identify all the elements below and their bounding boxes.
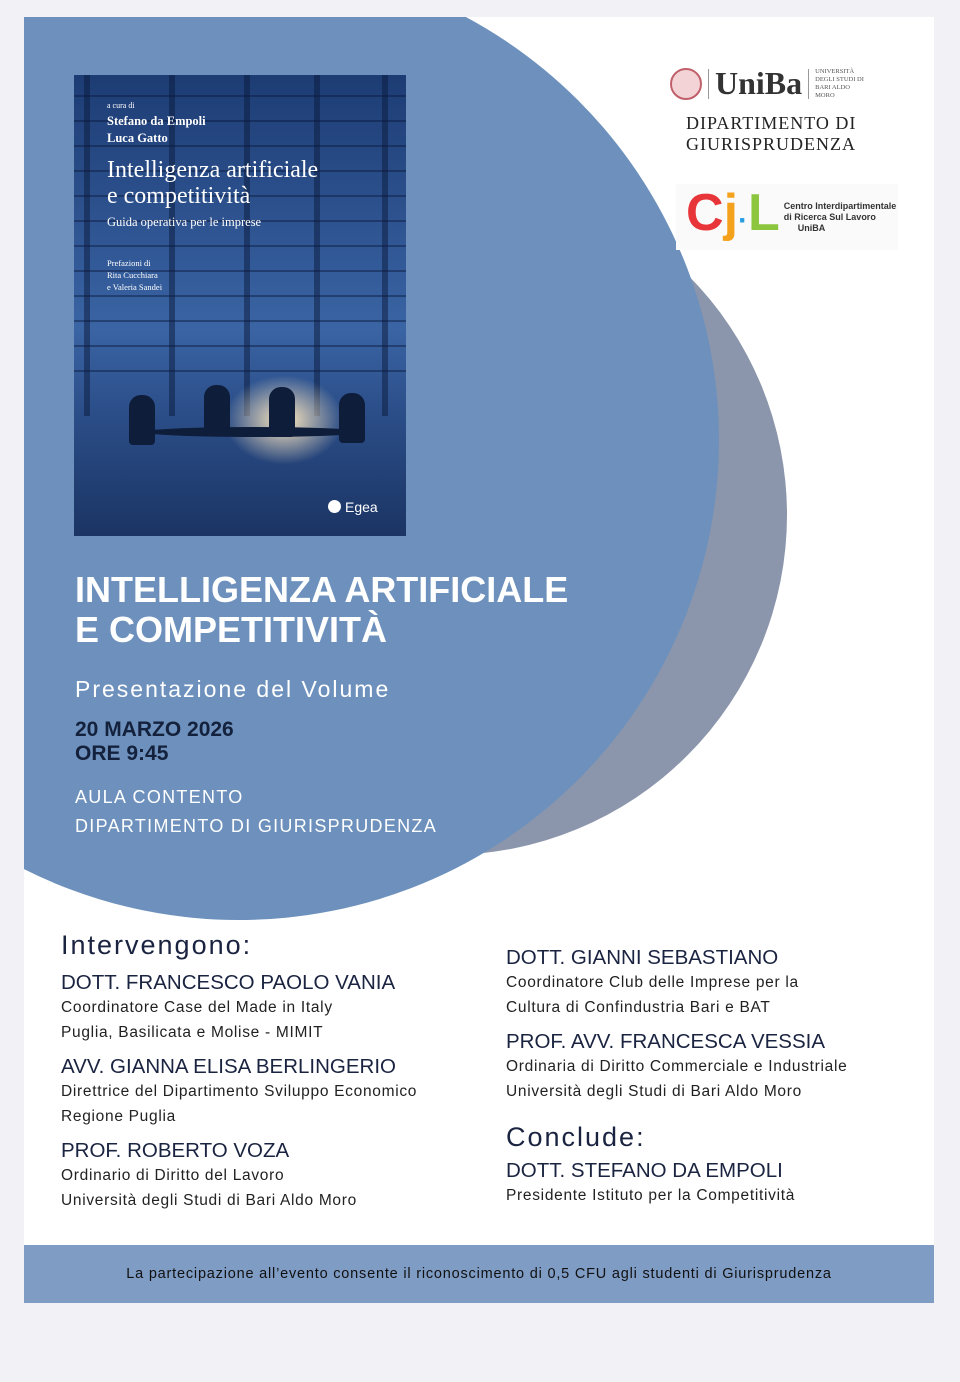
- publisher-logo: Egea: [328, 499, 378, 515]
- cirl-logo: Cj·L Centro Interdipartimentale di Ricerca Sul Lavoro UniBA: [676, 184, 898, 250]
- uniba-logo: UniBa UNIVERSITÀ DEGLI STUDI DI BARI ALDO MORO: [670, 65, 865, 102]
- conclude-heading: Conclude:: [506, 1122, 646, 1152]
- event-datetime: 20 MARZO 2026 ORE 9:45: [75, 718, 234, 765]
- cirl-mark-icon: Cj·L: [686, 184, 780, 242]
- concluder: DOTT. STEFANO DA EMPOLI Presidente Istituto per la Competitività: [506, 1159, 796, 1204]
- department-name: DIPARTIMENTO DI GIURISPRUDENZA: [686, 113, 857, 154]
- speakers-left: [61, 930, 491, 1223]
- speaker: DOTT. FRANCESCO PAOLO VANIA Coordinatore Case del Made in Italy Puglia, Basilicata e Molise - MIMIT: [61, 971, 396, 1041]
- book-cover: [74, 75, 406, 536]
- book-editors-label: a cura di: [107, 101, 135, 110]
- event-subtitle: Presentazione del Volume: [75, 676, 391, 702]
- speakers-heading: Intervengono:: [61, 930, 253, 960]
- book-editors: Stefano da Empoli Luca Gatto: [107, 114, 206, 145]
- event-title: INTELLIGENZA ARTIFICIALE E COMPETITIVITÀ: [75, 569, 569, 650]
- speaker: AVV. GIANNA ELISA BERLINGERIO Direttrice del Dipartimento Sviluppo Economico Regione Puglia: [61, 1055, 418, 1125]
- speakers-right: [506, 946, 926, 1218]
- speaker: PROF. AVV. FRANCESCA VESSIA Ordinaria di Diritto Commerciale e Industriale Università degli Studi di Bari Aldo Moro: [506, 1030, 848, 1100]
- uniba-seal-icon: [670, 68, 702, 100]
- book-prefaces: Prefazioni di Rita Cucchiara e Valeria Sandei: [107, 258, 163, 292]
- footer-note: La partecipazione all’evento consente il riconoscimento di 0,5 CFU agli studenti di Giurisprudenza: [24, 1245, 934, 1303]
- speaker: DOTT. GIANNI SEBASTIANO Coordinatore Club delle Imprese per la Cultura di Confindustria Bari e BAT: [506, 946, 799, 1016]
- book-subtitle: Guida operativa per le imprese: [107, 215, 262, 229]
- event-location: AULA CONTENTO DIPARTIMENTO DI GIURISPRUDENZA: [75, 787, 438, 836]
- book-title: Intelligenza artificiale e competitività: [107, 157, 319, 209]
- egea-icon: [328, 500, 341, 513]
- speaker: PROF. ROBERTO VOZA Ordinario di Diritto del Lavoro Università degli Studi di Bari Aldo Moro: [61, 1139, 357, 1209]
